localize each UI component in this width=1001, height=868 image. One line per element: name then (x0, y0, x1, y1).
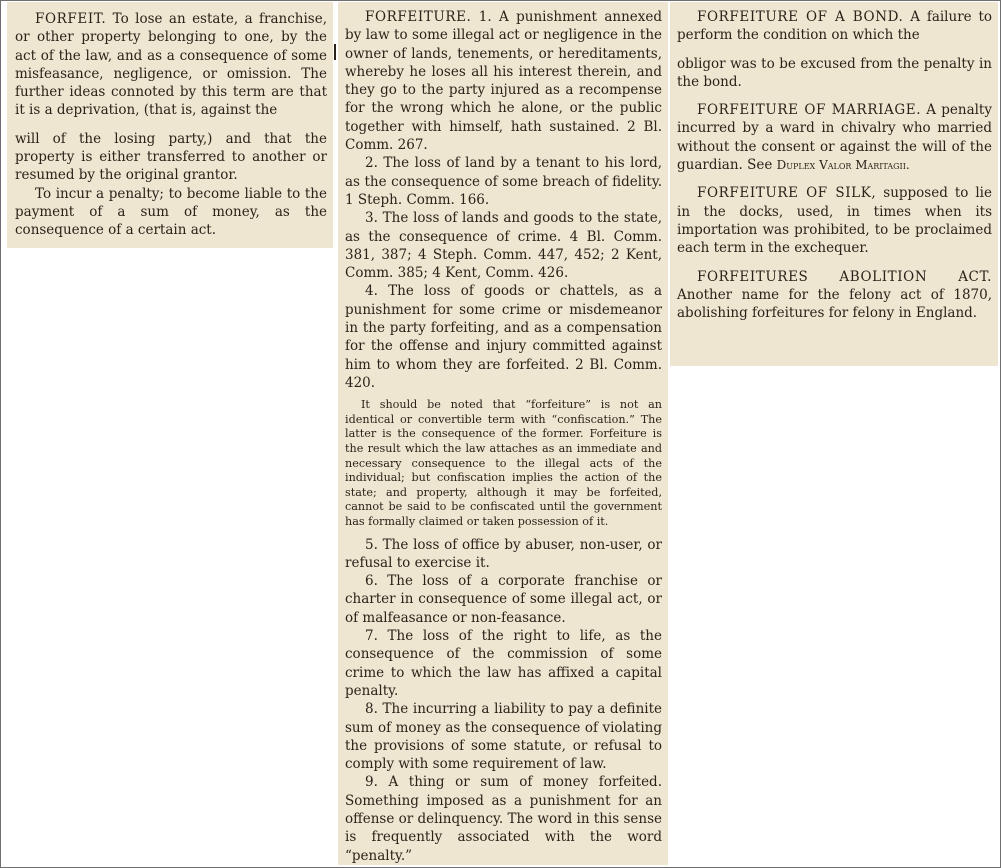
definition-9: 9. A thing or sum of money forfeited. Something imposed as a punishment for an offense or delinquency. The word in this sense is frequently associated with the word “penalty.” (345, 774, 662, 864)
definition-7: 7. The loss of the right to life, as the consequence of the commission of some crime to which the law has affixed a capital penalty. (345, 628, 662, 699)
entry-forfeiture-of-marriage (677, 101, 992, 174)
note-forfeiture-vs-confiscation: It should be noted that “forfeiture” is not an identical or convertible term with “confiscation.” The latter is the consequence of the former. Forfeiture is the result which the law attaches as an immediate and necessary consequence to the illegal acts of the individual; but confiscation implies the action of the state; and property, although it may be forfeited, cannot be said to be confiscated until the government has formally claimed or taken possession of it. (345, 398, 662, 528)
headword-forfeiture-of-bond: FORFEITURE OF A BOND. (697, 9, 904, 25)
definition-6: 6. The loss of a corporate franchise or charter in consequence of some illegal act, or of malfeasance or non-feasance. (345, 573, 662, 626)
definition-5: 5. The loss of office by abuser, non-user, or refusal to exercise it. (345, 536, 662, 571)
entry-forfeiture-of-bond (677, 8, 992, 45)
definition-2: 2. The loss of land by a tenant to his lord, as the consequence of some breach of fidelity. 1 Steph. Comm. 166. (345, 155, 662, 208)
definition-4: 4. The loss of goods or chattels, as a punishment for some crime or misdemeanor in the party forfeiting, and as a compensation for the offense and injury committed against him to whom they are forfeited. 2 Bl. Comm. 420. (345, 283, 662, 391)
headword-forfeiture-of-marriage: FORFEITURE OF MARRIAGE. (697, 102, 922, 119)
column-forfeiture (338, 2, 668, 865)
entry-forfeiture-of-silk (677, 184, 992, 257)
column-forfeiture-entries (670, 2, 998, 366)
column-forfeit (7, 2, 333, 248)
column-divider-mark (334, 44, 336, 60)
definition-silk: supposed to lie in the docks, used, in times when its importation was prohibited, to be proclaimed each term in the exchequer. (677, 185, 992, 257)
entry-forfeitures-abolition-act (677, 268, 992, 323)
definition-forfeit-sense2 (15, 185, 327, 240)
scan-gap (677, 45, 992, 55)
definition-bond-part2 (677, 55, 992, 92)
definition-3: 3. The loss of lands and goods to the state, as the consequence of crime. 4 Bl. Comm. 381, 387; 4 Steph. Comm. 447, 452; 2 Kent, Comm. 385; 4 Kent, Comm. 426. (345, 210, 662, 282)
cross-reference-duplex-valor: Duplex Valor Maritagii. (776, 158, 910, 173)
definition-forfeit-part2-text: will of the losing party,) and that the property is either transferred to another or resumed by the original grantor. (15, 130, 327, 184)
headword-forfeit: FORFEIT. (35, 11, 107, 27)
definition-bond-part2-text: obligor was to be excused from the penalty in the bond. (677, 55, 992, 90)
definition-bond-part1: A failure to perform the condition on which the (677, 9, 992, 44)
definition-abolition-act: Another name for the felony act of 1870, abolishing forfeitures for felony in England. (677, 286, 992, 322)
scan-gap (15, 120, 327, 130)
entry-forfeit (15, 10, 327, 120)
definition-8: 8. The incurring a liability to pay a definite sum of money as the consequence of violating the provisions of some statute, or refusal to comply with some requirement of law. (345, 701, 662, 773)
entry-forfeiture-def1 (345, 8, 662, 154)
headword-forfeiture-of-silk: FORFEITURE OF SILK, (697, 185, 877, 202)
definition-1: 1. A punishment annexed by law to some illegal act or negligence in the owner of lands, tenements, or hereditaments, whereby he loses all his interest therein, and they go to the party injured as a recompense for the wrong which he alone, or the public together with himself, hath sustained. 2 Bl. Comm. 267. (345, 9, 662, 154)
definition-forfeit-sense2-text: To incur a penalty; to become liable to the payment of a sum of money, as the consequence of a certain act. (15, 185, 327, 239)
definition-forfeit-part1: To lose an estate, a franchise, or other property belonging to one, by the act of the law, and as a consequence of some misfeasance, negligence, or omission. The further ideas connoted by this term are that it is a deprivation, (that is, against the (15, 11, 327, 119)
headword-forfeitures-abolition-act: FORFEITURES ABOLITION ACT. (697, 268, 992, 285)
headword-forfeiture: FORFEITURE. (365, 9, 472, 25)
definition-marriage: A penalty incurred by a ward in chivalry who married without the consent or against the will of the guardian. See (677, 102, 992, 174)
definition-forfeit-part2 (15, 130, 327, 185)
